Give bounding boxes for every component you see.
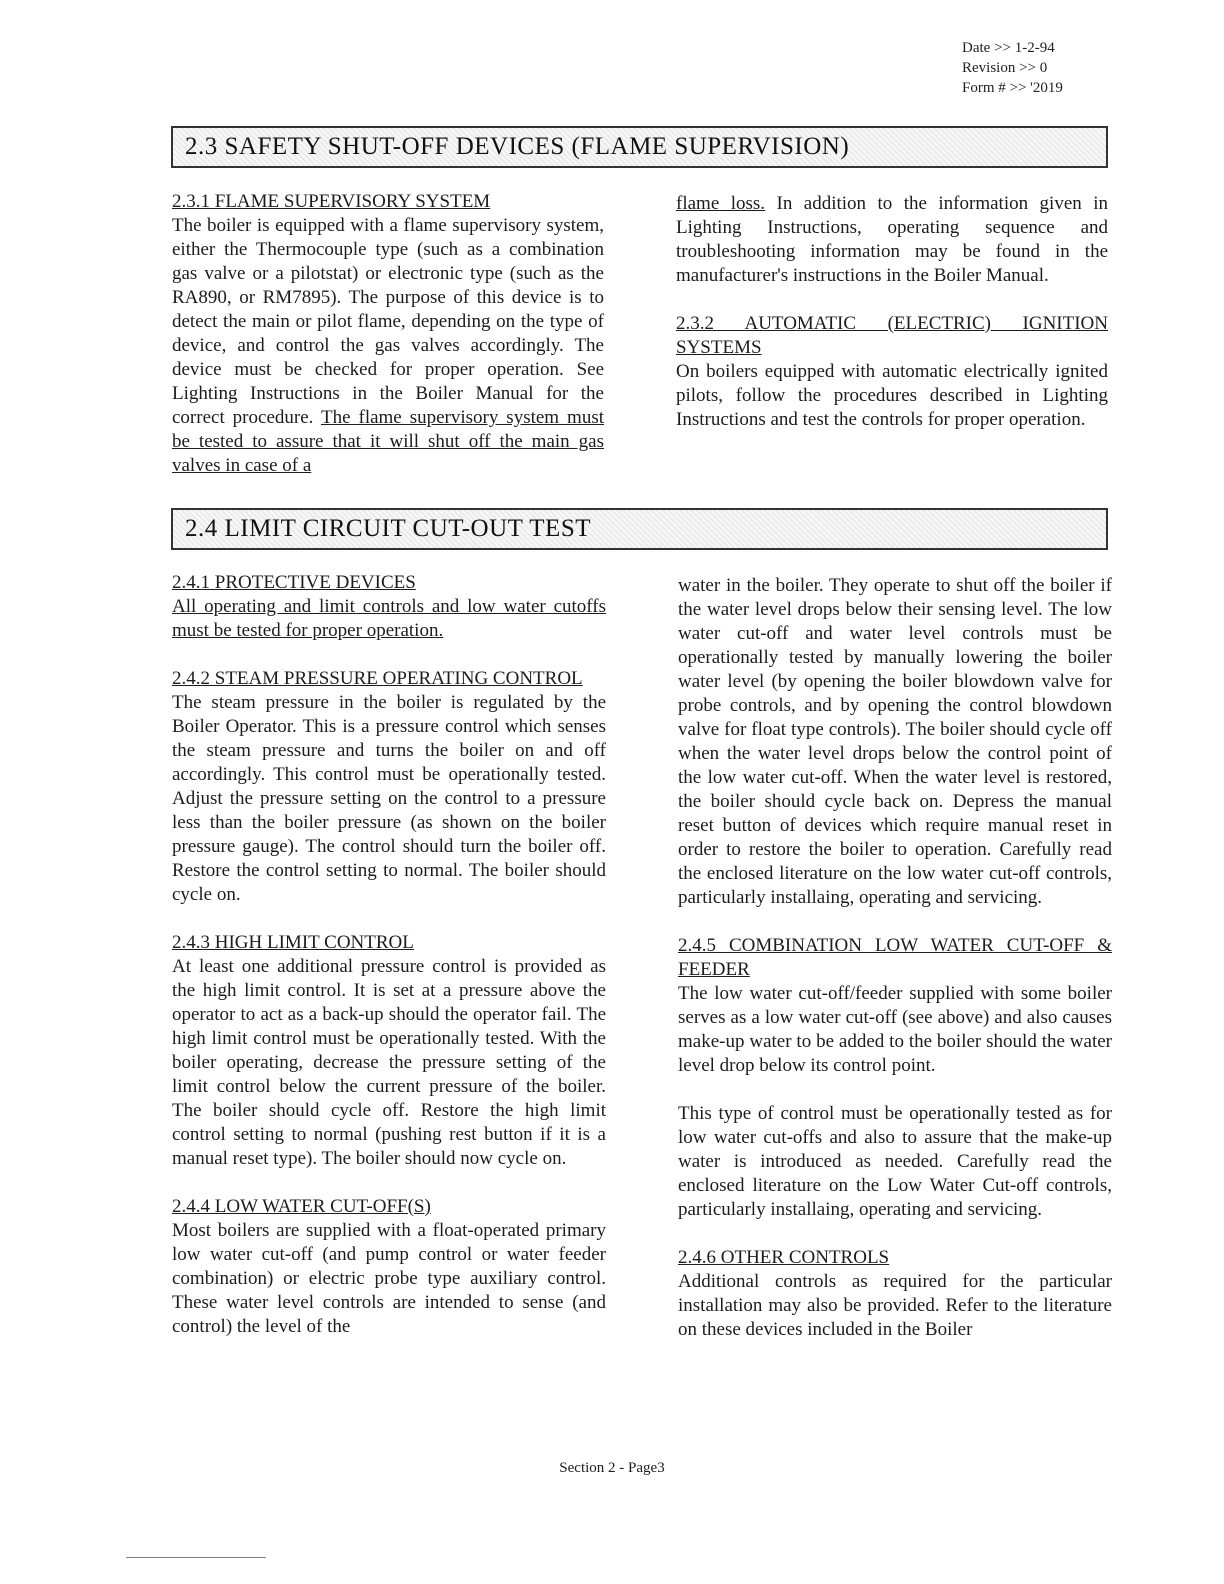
paragraph-2-4-3: At least one additional pressure control is provided as the high limit control. It is set at a pressure above the operator to act as a back-up should the operator fail. The high limit control must be operationally tested. With the boiler operating, decrease the pressure setting of the limit control below the current pressure of the boiler. The boiler should cycle off. Restore the high limit control setting to normal (pushing rest button if it is a manual reset type). The boiler should now cycle on. <box>172 956 606 1169</box>
text-2-3-1-continued: In addition to the information given in Lighting Instructions, operating sequence and troubleshooting information may be found in the manufacturer's instructions in the Boiler Manual. <box>676 193 1108 286</box>
column-right-2-4 <box>678 574 1112 1342</box>
document-meta <box>962 38 1063 98</box>
heading-2-3-1: 2.3.1 FLAME SUPERVISORY SYSTEM <box>172 191 491 212</box>
heading-2-4-6: 2.4.6 OTHER CONTROLS <box>678 1247 890 1268</box>
meta-revision: Revision >> 0 <box>962 60 1048 76</box>
section-title-2-3: 2.3 SAFETY SHUT-OFF DEVICES (FLAME SUPERVISION) <box>185 133 850 160</box>
column-right-2-3 <box>676 192 1108 432</box>
paragraph-2-4-6: Additional controls as required for the particular installation may also be provided. Refer to the literature on these devices included in the Boiler <box>678 1271 1112 1340</box>
paragraph-2-3-1-continued <box>676 192 1108 288</box>
column-left-2-3 <box>172 190 604 478</box>
paragraph-2-4-2: The steam pressure in the boiler is regulated by the Boiler Operator. This is a pressure control which senses the steam pressure and turns the boiler on and off accordingly. This control must be operationally tested. Adjust the pressure setting on the control to a pressure less than the boiler pressure (as shown on the boiler pressure gauge). The control should turn the boiler off. Restore the control setting to normal. The boiler should cycle on. <box>172 692 606 905</box>
heading-2-4-4: 2.4.4 LOW WATER CUT-OFF(S) <box>172 1196 431 1217</box>
paragraph-2-4-1: All operating and limit controls and low water cutoffs must be tested for proper operation. <box>172 596 606 641</box>
section-title-2-4: 2.4 LIMIT CIRCUIT CUT-OUT TEST <box>185 515 591 542</box>
heading-2-4-3: 2.4.3 HIGH LIMIT CONTROL <box>172 932 414 953</box>
column-left-2-4 <box>172 571 606 1339</box>
paragraph-2-4-4: Most boilers are supplied with a float-operated primary low water cut-off (and pump control or water feeder combination) or electric probe type auxiliary control. These water level controls are intended to sense (and control) the level of the <box>172 1220 606 1337</box>
paragraph-2-4-4-continued: water in the boiler. They operate to shut off the boiler if the water level drops below their sensing level. The low water cut-off and water level controls must be operationally tested by manually lowering the boiler water level (by opening the boiler blowdown valve for probe controls, and by opening the control blowdown valve for float type controls). The boiler should cycle off when the water level drops below the control point of the low water cut-off. When the water level is restored, the boiler should cycle back on. Depress the manual reset button of devices which require manual reset in order to restore the boiler to operation. Carefully read the enclosed literature on the low water cut-off controls, particularly installaing, operating and servicing. <box>678 575 1112 908</box>
heading-2-4-5: 2.4.5 COMBINATION LOW WATER CUT-OFF & FEEDER <box>678 935 1112 980</box>
paragraph-2-3-1 <box>172 214 604 478</box>
meta-date: Date >> 1-2-94 <box>962 40 1055 56</box>
paragraph-2-4-5-a: The low water cut-off/feeder supplied with some boiler serves as a low water cut-off (see above) and also causes make-up water to be added to the boiler should the water level drop below its control point. <box>678 983 1112 1076</box>
section-banner-2-4 <box>171 508 1108 550</box>
section-banner-2-3 <box>171 126 1108 168</box>
text-2-3-1-underlined: The flame supervisory system must be tested to assure that it will shut off the main gas valves in case of a <box>172 407 604 476</box>
text-2-3-1: The boiler is equipped with a flame supervisory system, either the Thermocouple type (such as a combination gas valve or a pilotstat) or electronic type (such as the RA890, or RM7895). The purpose of this device is to detect the main or pilot flame, depending on the type of device, and control the gas valves accordingly. The device must be checked for proper operation. See Lighting Instructions in the Boiler Manual for the correct procedure. <box>172 215 604 428</box>
heading-2-4-2: 2.4.2 STEAM PRESSURE OPERATING CONTROL <box>172 668 583 689</box>
paragraph-2-4-5-b: This type of control must be operationally tested as for low water cut-offs and also to assure that the make-up water is introduced as needed. Carefully read the enclosed literature on the Low Water Cut-off controls, particularly installaing, operating and servicing. <box>678 1103 1112 1220</box>
paragraph-2-3-2: On boilers equipped with automatic electrically ignited pilots, follow the procedures described in Lighting Instructions and test the controls for proper operation. <box>676 361 1108 430</box>
text-flame-loss: flame loss. <box>676 193 766 214</box>
heading-2-3-2: 2.3.2 AUTOMATIC (ELECTRIC) IGNITION SYSTEMS <box>676 313 1108 358</box>
scan-artifact-line <box>126 1557 266 1558</box>
heading-2-4-1: 2.4.1 PROTECTIVE DEVICES <box>172 572 416 593</box>
meta-form: Form # >> '2019 <box>962 80 1063 96</box>
page-footer: Section 2 - Page3 <box>559 1460 665 1476</box>
